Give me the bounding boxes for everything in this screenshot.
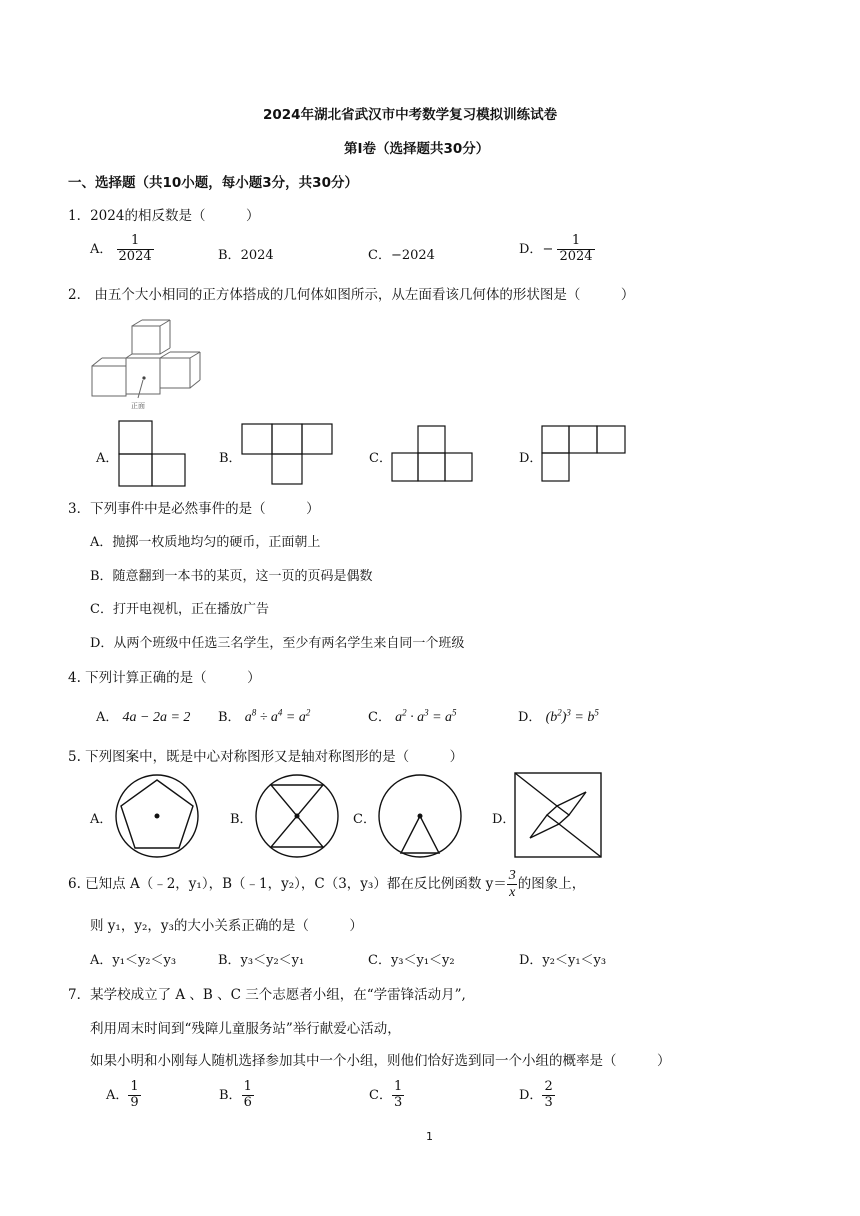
q5-option-b-label: B． bbox=[230, 812, 253, 827]
denominator: 3 bbox=[544, 1094, 553, 1110]
question-7-line-3: 如果小明和小刚每人随机选择参加其中一个小组，则他们恰好选到同一个小组的概率是（ ） bbox=[90, 1053, 671, 1069]
numerator: 3 bbox=[508, 868, 516, 883]
denominator: 2024 bbox=[559, 248, 593, 264]
question-7-line-2: 利用周末时间到“残障儿童服务站”举行献爱心活动， bbox=[90, 1021, 401, 1037]
stem-text: 的图象上， bbox=[517, 876, 586, 893]
q1-option-b bbox=[218, 244, 274, 263]
q5-option-c-label: C． bbox=[353, 812, 376, 827]
option-label: B． bbox=[218, 248, 241, 263]
option-text: 2024 bbox=[240, 248, 274, 263]
option-text: −2024 bbox=[390, 248, 435, 263]
fraction bbox=[507, 868, 518, 901]
option-label: D． bbox=[519, 1087, 543, 1103]
math-expression: 4a − 2a = 2 bbox=[122, 710, 191, 725]
math-expression: $a^2 \cdot a^3 = a^5$ bbox=[395, 707, 457, 725]
q2-option-a-shape bbox=[119, 421, 189, 487]
q2-option-c-shape bbox=[392, 426, 474, 484]
q5-option-d-label: D． bbox=[492, 812, 516, 827]
numerator: 1 bbox=[243, 1079, 252, 1094]
q6-option-c: C．y₃＜y₁＜y₂ bbox=[368, 953, 455, 968]
question-6-stem bbox=[68, 868, 585, 901]
q2-option-b-shape bbox=[242, 424, 334, 486]
q4-option-b bbox=[218, 706, 310, 726]
cube-solid-figure bbox=[88, 318, 208, 418]
question-7-stem: 7．某学校成立了 A 、B 、C 三个志愿者小组，在“学雷锋活动月”, bbox=[68, 987, 466, 1003]
minus-sign: − bbox=[542, 241, 554, 257]
numerator: 2 bbox=[544, 1079, 553, 1094]
q6-option-d: D．y₂＜y₁＜y₃ bbox=[519, 953, 607, 968]
question-6-line-2: 则 y₁，y₂，y₃的大小关系正确的是（ ） bbox=[90, 918, 363, 934]
fraction bbox=[242, 1080, 254, 1111]
paper-subtitle: 第Ⅰ卷（选择题共30分） bbox=[344, 141, 490, 157]
option-label: A． bbox=[90, 241, 113, 257]
question-4-stem: 4. 下列计算正确的是（ ） bbox=[68, 670, 261, 686]
q1-option-d bbox=[519, 234, 595, 265]
section-heading: 一、选择题（共10小题，每小题3分，共30分） bbox=[68, 175, 358, 191]
denominator: 3 bbox=[393, 1094, 403, 1110]
stem-text: 6. 已知点 A（﹣2，y₁），B（﹣1，y₂），C（3，y₃）都在反比例函数 y＝ bbox=[68, 876, 507, 893]
denominator: 2024 bbox=[118, 248, 152, 264]
q2-option-b-label: B． bbox=[219, 451, 242, 466]
front-view-label: 正面 bbox=[131, 402, 145, 410]
question-5-stem: 5. 下列图案中，既是中心对称图形又是轴对称图形的是（ ） bbox=[68, 749, 464, 765]
q7-option-d bbox=[519, 1080, 555, 1111]
q2-option-d-shape bbox=[542, 426, 628, 484]
q6-option-a: A．y₁＜y₂＜y₃ bbox=[90, 953, 177, 968]
numerator: 1 bbox=[130, 1079, 139, 1094]
option-label: D． bbox=[518, 710, 542, 725]
q4-option-c bbox=[368, 706, 457, 726]
q1-option-a bbox=[90, 234, 154, 265]
q3-option-b: B．随意翻到一本书的某页，这一页的页码是偶数 bbox=[90, 569, 373, 584]
q4-option-a bbox=[96, 706, 190, 726]
option-label: C． bbox=[368, 710, 391, 725]
question-3-stem: 3．下列事件中是必然事件的是（ ） bbox=[68, 501, 320, 517]
math-expression: $a^8 \div a^4 = a^2$ bbox=[244, 707, 311, 725]
q3-option-d: D．从两个班级中任选三名学生，至少有两名学生来自同一个班级 bbox=[90, 636, 465, 651]
denominator: x bbox=[509, 885, 516, 901]
q2-option-a-label: A． bbox=[96, 451, 119, 466]
q7-option-c bbox=[369, 1080, 404, 1111]
fraction bbox=[557, 234, 594, 265]
q5-option-c-circle-triangle bbox=[377, 774, 465, 862]
option-label: A． bbox=[106, 1087, 129, 1103]
option-label: B． bbox=[218, 710, 241, 725]
option-label: C． bbox=[368, 248, 391, 263]
fraction bbox=[542, 1080, 554, 1111]
q4-option-d bbox=[518, 706, 599, 726]
option-label: C． bbox=[369, 1087, 392, 1103]
fraction bbox=[128, 1080, 140, 1111]
q6-option-b: B．y₃＜y₂＜y₁ bbox=[218, 953, 305, 968]
q7-option-a bbox=[106, 1080, 141, 1111]
numerator: 1 bbox=[571, 233, 581, 248]
question-1-stem: 1．2024的相反数是（ ） bbox=[68, 208, 260, 224]
question-2-stem: 2． 由五个大小相同的正方体搭成的几何体如图所示，从左面看该几何体的形状图是（ ） bbox=[68, 287, 635, 303]
q7-option-b bbox=[219, 1080, 254, 1111]
denominator: 9 bbox=[130, 1094, 139, 1110]
numerator: 1 bbox=[393, 1079, 403, 1094]
q2-option-d-label: D． bbox=[519, 451, 543, 466]
math-expression: $(b^2)^3 = b^5$ bbox=[545, 707, 599, 725]
q1-option-c bbox=[368, 244, 435, 263]
option-label: D． bbox=[519, 241, 543, 257]
option-label: A． bbox=[96, 710, 119, 725]
document-title: 2024年湖北省武汉市中考数学复习模拟训练试卷 bbox=[263, 107, 558, 123]
page-number: 1 bbox=[426, 1130, 433, 1143]
numerator: 1 bbox=[130, 233, 140, 248]
q5-option-a-circle-pentagon bbox=[114, 774, 202, 862]
q5-option-a-label: A． bbox=[90, 812, 113, 827]
q5-option-b-circle-hourglass bbox=[254, 774, 342, 862]
fraction bbox=[117, 234, 154, 265]
fraction bbox=[392, 1080, 404, 1111]
q2-option-c-label: C． bbox=[369, 451, 392, 466]
option-label: B． bbox=[219, 1087, 242, 1103]
denominator: 6 bbox=[243, 1094, 252, 1110]
q3-option-a: A．抛掷一枚质地均匀的硬币，正面朝上 bbox=[90, 535, 321, 550]
q3-option-c: C．打开电视机，正在播放广告 bbox=[90, 602, 269, 617]
q5-option-d-square-pinwheel bbox=[514, 772, 604, 858]
